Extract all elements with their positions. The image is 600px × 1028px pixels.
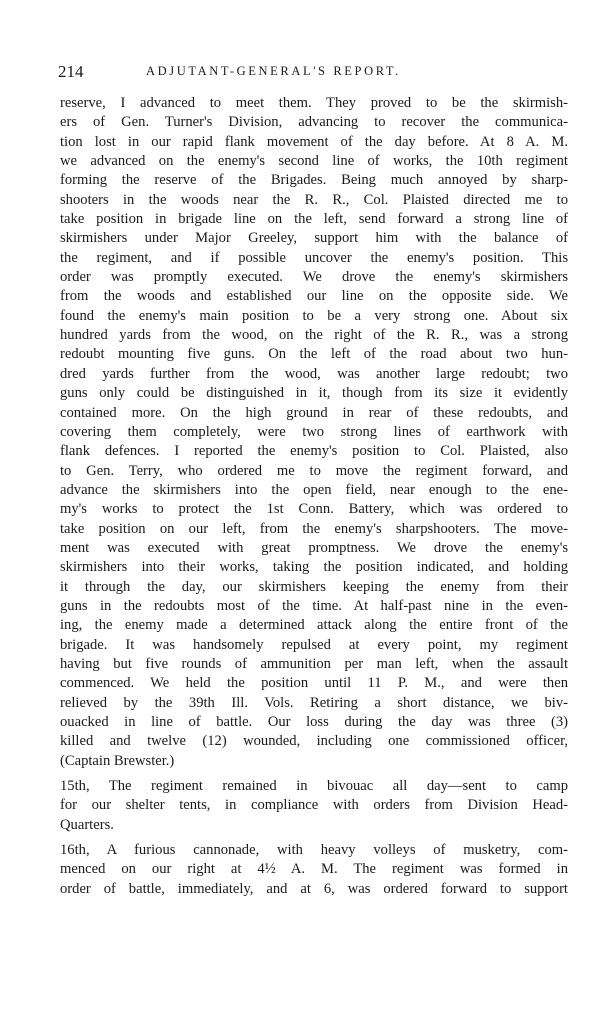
paragraph-16th-line: 16th, A furious cannonade, with heavy volleys of musketry, com- — [60, 842, 568, 859]
text-line: guns in the redoubts most of the time. At half-past nine in the even- — [60, 597, 568, 614]
text-line: hundred yards from the wood, on the right of the R. R., was a strong — [60, 327, 568, 344]
paragraph-16th-line: menced on our right at 4½ A. M. The regiment was formed in — [60, 861, 568, 878]
text-line: contained more. On the high ground in rear of these redoubts, and — [60, 404, 568, 421]
text-line: ing, the enemy made a determined attack along the entire front of the — [60, 617, 568, 634]
text-line: it through the day, our skirmishers keeping the enemy from their — [60, 578, 568, 595]
text-line: from the woods and established our line on the opposite side. We — [60, 288, 568, 305]
text-line: advance the skirmishers into the open field, near enough to the ene- — [60, 481, 568, 498]
text-line: brigade. It was handsomely repulsed at every point, my regiment — [60, 636, 568, 653]
text-line: reserve, I advanced to meet them. They proved to be the skirmish- — [60, 95, 568, 111]
paragraph-15th-line: for our shelter tents, in compliance with orders from Division Head- — [60, 797, 568, 814]
page-number: 214 — [58, 62, 84, 81]
text-line: relieved by the 39th Ill. Vols. Retiring a short distance, we biv- — [60, 694, 568, 711]
text-line: skirmishers under Major Greeley, support him with the balance of — [60, 230, 568, 247]
text-line: skirmishers into their works, taking the position indicated, and holding — [60, 559, 568, 576]
page-header — [58, 62, 548, 82]
text-line: forming the reserve of the Brigades. Being much annoyed by sharp- — [60, 172, 568, 189]
text-line: covering them completely, were two strong lines of earthwork with — [60, 423, 568, 440]
text-line: (Captain Brewster.) — [60, 752, 175, 769]
text-line: ers of Gen. Turner's Division, advancing to recover the communica- — [60, 114, 568, 131]
text-line: commenced. We held the position until 11 P. M., and were then — [60, 675, 568, 692]
running-head: ADJUTANT-GENERAL'S REPORT. — [146, 64, 401, 78]
text-line: killed and twelve (12) wounded, including one commissioned officer, — [60, 733, 568, 750]
text-line: ouacked in line of battle. Our loss during the day was three (3) — [60, 714, 568, 730]
text-line: guns only could be distinguished in it, though from its size it evidently — [60, 385, 568, 402]
text-line: shooters in the woods near the R. R., Col. Plaisted directed me to — [60, 191, 568, 208]
text-line: having but five rounds of ammunition per man left, when the assault — [60, 655, 568, 672]
paragraph-16th-line: order of battle, immediately, and at 6, was ordered forward to support — [60, 880, 568, 897]
text-line: dred yards further from the wood, was another large redoubt; two — [60, 365, 568, 382]
paragraph-15th-line: 15th, The regiment remained in bivouac all day—sent to camp — [60, 778, 568, 795]
text-line: my's works to protect the 1st Conn. Battery, which was ordered to — [60, 501, 568, 518]
text-line: redoubt mounting five guns. On the left of the road about two hun- — [60, 346, 568, 363]
body-text — [60, 94, 568, 899]
text-line: the regiment, and if possible uncover the enemy's position. This — [60, 249, 568, 266]
text-line: flank defences. I reported the enemy's position to Col. Plaisted, also — [60, 443, 568, 460]
paragraph-15th-line: Quarters. — [60, 816, 114, 833]
text-line: found the enemy's main position to be a very strong one. About six — [60, 307, 568, 324]
text-line: we advanced on the enemy's second line of works, the 10th regiment — [60, 153, 568, 170]
text-line: take position in brigade line on the left, send forward a strong line of — [60, 211, 568, 228]
text-line: ment was executed with great promptness. We drove the enemy's — [60, 539, 568, 556]
text-line: order was promptly executed. We drove the enemy's skirmishers — [60, 269, 568, 286]
text-line: tion lost in our rapid flank movement of the day before. At 8 A. M. — [60, 133, 568, 150]
text-line: take position on our left, from the enemy's sharpshooters. The move- — [60, 520, 568, 537]
text-line: to Gen. Terry, who ordered me to move the regiment forward, and — [60, 462, 568, 479]
